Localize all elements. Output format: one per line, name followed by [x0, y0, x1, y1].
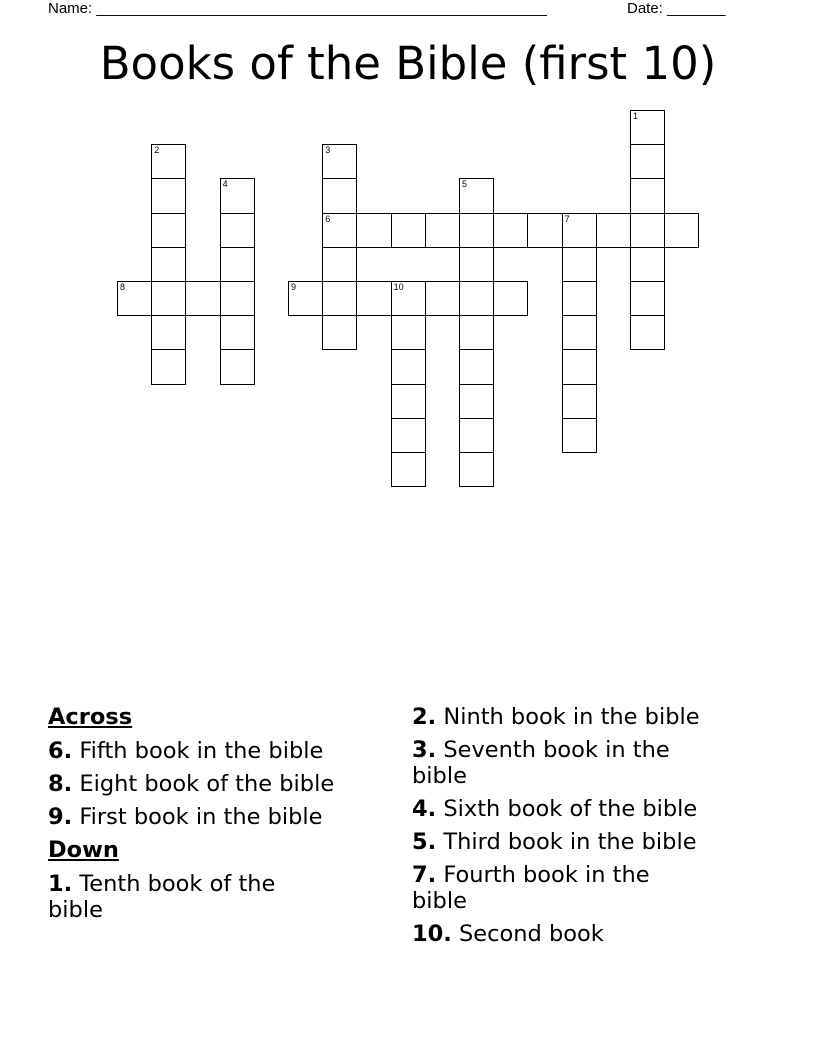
- crossword-cell[interactable]: [459, 384, 494, 419]
- clue-text: Sixth book of the bible: [443, 796, 698, 822]
- down-clue-1: [48, 871, 318, 923]
- clue-number: 9.: [48, 804, 73, 830]
- clues-left-column: [48, 704, 393, 930]
- clue-number: 8.: [48, 771, 73, 797]
- crossword-cell[interactable]: [391, 315, 426, 350]
- clue-number-label: 1: [633, 111, 639, 121]
- crossword-cell[interactable]: [459, 247, 494, 282]
- clue-number: 7.: [412, 862, 437, 888]
- clue-number: 3.: [412, 737, 437, 763]
- crossword-cell[interactable]: [459, 349, 494, 384]
- crossword-cell[interactable]: [596, 213, 631, 248]
- crossword-cell[interactable]: [391, 349, 426, 384]
- crossword-cell[interactable]: [391, 452, 426, 487]
- clue-number-label: 3: [325, 145, 331, 156]
- down-clue-5: [412, 829, 757, 855]
- crossword-cell[interactable]: [391, 384, 426, 419]
- crossword-cell[interactable]: [459, 213, 494, 248]
- crossword-cell[interactable]: [664, 213, 699, 248]
- crossword-cell[interactable]: [288, 281, 323, 316]
- across-clue-8: [48, 771, 393, 797]
- crossword-cell[interactable]: [630, 213, 665, 248]
- crossword-cell[interactable]: [562, 349, 597, 384]
- crossword-cell[interactable]: [459, 418, 494, 453]
- crossword-cell[interactable]: [562, 281, 597, 316]
- crossword-cell[interactable]: [151, 247, 186, 282]
- crossword-cell[interactable]: [562, 315, 597, 350]
- crossword-cell[interactable]: [562, 247, 597, 282]
- clue-number: 5.: [412, 829, 437, 855]
- down-heading: Down: [48, 837, 119, 863]
- crossword-grid: [0, 0, 816, 500]
- crossword-cell[interactable]: [527, 213, 562, 248]
- crossword-cell[interactable]: [322, 247, 357, 282]
- clue-number: 1.: [48, 871, 73, 897]
- crossword-cell[interactable]: [322, 213, 357, 248]
- crossword-cell[interactable]: [151, 349, 186, 384]
- crossword-cell[interactable]: [356, 213, 391, 248]
- clue-text: Ninth book in the bible: [443, 704, 700, 730]
- clue-number-label: 2: [154, 145, 160, 156]
- crossword-cell[interactable]: [356, 281, 391, 316]
- clue-number-label: 9: [291, 282, 297, 292]
- crossword-cell[interactable]: [220, 349, 255, 384]
- clue-number: 10.: [412, 921, 452, 947]
- clue-text: Eight book of the bible: [79, 771, 335, 797]
- crossword-cell[interactable]: [562, 384, 597, 419]
- clue-text: Fourth book in the bible: [412, 862, 650, 914]
- crossword-cell[interactable]: [151, 281, 186, 316]
- crossword-cell[interactable]: [630, 281, 665, 316]
- crossword-cell[interactable]: [391, 213, 426, 248]
- date-line: Date: _______: [627, 0, 726, 17]
- crossword-cell[interactable]: [493, 213, 528, 248]
- crossword-cell[interactable]: [220, 281, 255, 316]
- clue-number-label: 8: [120, 282, 126, 292]
- crossword-cell[interactable]: [425, 213, 460, 248]
- crossword-cell[interactable]: [459, 281, 494, 316]
- down-clue-4: [412, 796, 757, 822]
- down-clue-7: [412, 862, 702, 914]
- clue-text: Second book: [459, 921, 604, 947]
- across-heading: Across: [48, 704, 133, 730]
- across-clue-6: [48, 738, 393, 764]
- crossword-cell[interactable]: [459, 315, 494, 350]
- crossword-cell[interactable]: [220, 213, 255, 248]
- clue-number-label: 5: [462, 179, 468, 190]
- crossword-cell[interactable]: [220, 178, 255, 213]
- clue-number-label: 7: [564, 213, 570, 224]
- crossword-cell[interactable]: [117, 281, 152, 316]
- clue-text: Tenth book of the bible: [48, 871, 276, 923]
- clue-number: 6.: [48, 738, 73, 764]
- down-clue-2: [412, 704, 757, 730]
- crossword-cell[interactable]: [425, 281, 460, 316]
- page-title: Books of the Bible (first 10): [99, 37, 717, 90]
- crossword-cell[interactable]: [220, 315, 255, 350]
- clue-number-label: 4: [222, 179, 228, 190]
- crossword-cell[interactable]: [322, 178, 357, 213]
- crossword-cell[interactable]: [322, 144, 357, 179]
- crossword-cell[interactable]: [391, 418, 426, 453]
- clue-number: 4.: [412, 796, 437, 822]
- clue-text: Third book in the bible: [443, 829, 697, 855]
- crossword-cell[interactable]: [391, 281, 426, 316]
- crossword-cell[interactable]: [630, 178, 665, 213]
- crossword-cell[interactable]: [493, 281, 528, 316]
- crossword-cell[interactable]: [151, 315, 186, 350]
- crossword-cell[interactable]: [630, 144, 665, 179]
- down-clue-10: [412, 921, 757, 947]
- crossword-cell[interactable]: [630, 315, 665, 350]
- clue-text: First book in the bible: [79, 804, 323, 830]
- clue-number-label: 6: [325, 213, 331, 224]
- crossword-cell[interactable]: [151, 213, 186, 248]
- crossword-cell[interactable]: [322, 281, 357, 316]
- clue-number-label: 10: [393, 282, 404, 292]
- crossword-cell[interactable]: [562, 213, 597, 248]
- crossword-cell[interactable]: [562, 418, 597, 453]
- crossword-cell[interactable]: [630, 110, 665, 145]
- crossword-cell[interactable]: [459, 452, 494, 487]
- crossword-cell[interactable]: [151, 178, 186, 213]
- crossword-cell[interactable]: [185, 281, 220, 316]
- crossword-cell[interactable]: [322, 315, 357, 350]
- crossword-cell[interactable]: [151, 144, 186, 179]
- name-line: Name: ______________________________________________________: [48, 0, 547, 17]
- crossword-cell[interactable]: [459, 178, 494, 213]
- clues-right-column: [412, 704, 757, 954]
- crossword-cell[interactable]: [220, 247, 255, 282]
- clue-text: Fifth book in the bible: [79, 738, 324, 764]
- clue-number: 2.: [412, 704, 437, 730]
- crossword-cell[interactable]: [630, 247, 665, 282]
- clue-text: Seventh book in the bible: [412, 737, 670, 789]
- across-clue-9: [48, 804, 393, 830]
- down-clue-3: [412, 737, 712, 789]
